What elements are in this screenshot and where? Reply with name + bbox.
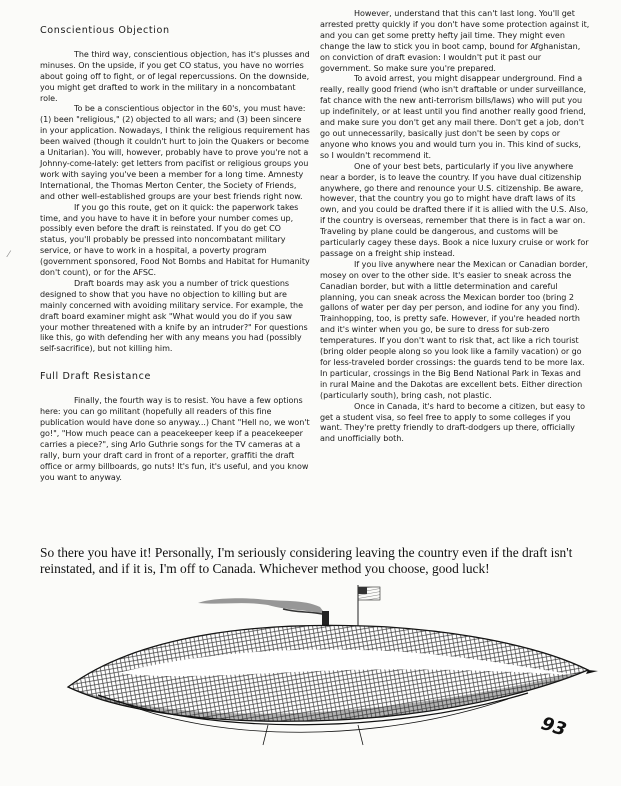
scan-mark: ⁄ [8,250,10,260]
paragraph: The third way, conscientious objection, has it's plusses and minuses. On the upside, if you get CO status, you have no worries about going off to fight, or of legal repercussions. On the downside, you might get drafted to work in the military in a noncombatant role. [40,49,310,103]
paragraph: If you go this route, get on it quick: the paperwork takes time, and you have to have it in before your number comes up, possibly even before the draft is reinstated. If you do get CO status, you'll probably be pressed into noncombatant military service, or have to work in a hospital, a poverty program (government sponsored, Food Not Bombs and Habitat for Humanity don't count), or for the AFSC. [40,202,310,278]
paragraph: Once in Canada, it's hard to become a citizen, but easy to get a student visa, so feel free to apply to some colleges if you want. They're pretty friendly to draft-dodgers up there, officially and unofficially both. [320,401,586,444]
airship-engraving-icon [58,575,603,765]
section-heading-conscientious-objection: Conscientious Objection [40,25,170,36]
paragraph: If you live anywhere near the Mexican or Canadian border, mosey on over to the other side. It's easier to sneak across the Canadian border, but with a little determination and careful planning, you can sneak across the Mexican border too (bring 2 gallons of water per day per person, and iodine for any you find). Trainhopping, too, is pretty safe. However, if you're headed north and it's winter when you go, be sure to dress for sub-zero temperatures. If you don't want to risk that, act like a rich tourist (bring older people along so you look like a family vacation) or go for less-traveled border crossings: the guards tend to be more lax. In particular, crossings in the Big Bend National Park in Texas and in rural Maine and the Dakotas are excellent bets. Either direction (particularly south), bring cash, not plastic. [320,259,588,400]
paragraph: Draft boards may ask you a number of trick questions designed to show that you have no objection to killing but are mainly concerned with avoiding military service. For example, the draft board examiner might ask "What would you do if you saw your mother threatened with a knife by an intruder?" For questions like this, go with defending her with any means you had (possibly self-sacrifice), but not killing him. [40,278,308,354]
section-heading-full-draft-resistance: Full Draft Resistance [40,371,151,383]
paragraph: Finally, the fourth way is to resist. You have a few options here: you can go militant (hopefully all readers of this fine publication would have done so anyway...) Chant "Hell no, we won't go!", "How much peace can a peacekeeper keep if a peacekeeper carries a piece?", sing Arlo Guthrie songs for the TV cameras at a rally, burn your draft card in front of a reporter, graffiti the draft office or army billboards, go nuts! It's fun, it's useful, and you know you want to anyway. [40,396,310,482]
closing-text: So there you have it! Personally, I'm seriously considering leaving the country even if the draft isn't reinstated, and if it is, I'm off to Canada. Whichever method you choose, good luck! [40,545,573,576]
page-number: 93 [538,713,569,741]
paragraph: To be a conscientious objector in the 60's, you must have: (1) been "religious," (2) objected to all wars; and (3) been sincere in your application. Nowadays, I think the religious requirement has been waived (though it couldn't hurt to join the Quakers or become a Unitarian). You will, however, probably have to prove you're not a Johnny-come-lately: get letters from pacifist or religious groups you work with saying you've been a member for a long time. Amnesty International, the Thomas Merton Center, the Society of Friends, and other well-established groups are your best friends right now. [40,104,310,201]
left-column [40,26,310,483]
right-column [320,9,590,445]
paragraph: One of your best bets, particularly if you live anywhere near a border, is to leave the country. If you have dual citizenship anywhere, go there and renounce your U.S. citizenship. Be aware, however, that the country you go to might have draft laws of its own, and you could be drafted there if it is allied with the U.S. Also, if the country is overseas, remember that there is in fact a war on. Traveling by plane could be dangerous, and customs will be particularly cagey these days. Book a nice luxury cruise or work for passage on a freight ship instead. [320,161,589,258]
paragraph: However, understand that this can't last long. You'll get arrested pretty quickly if you don't have some protection against it, and you can get some pretty hefty jail time. They might even change the law to stick you in boot camp, bound for Afghanistan, on conviction of draft evasion: I wouldn't put it past our government. So make sure you're prepared. [320,9,590,73]
paragraph: To avoid arrest, you might disappear underground. Find a really, really good friend (who isn't draftable or under surveillance, fat chance with the new anti-terrorism bills/laws) who will put you up indefinitely, or at least until you find another really good friend, and make sure you don't get any mail there. Don't get a job, don't go out unnecessarily, basically just don't be seen by cops or anyone who knows you and would turn you in. This kind of sucks, so I wouldn't recommend it. [320,74,587,160]
